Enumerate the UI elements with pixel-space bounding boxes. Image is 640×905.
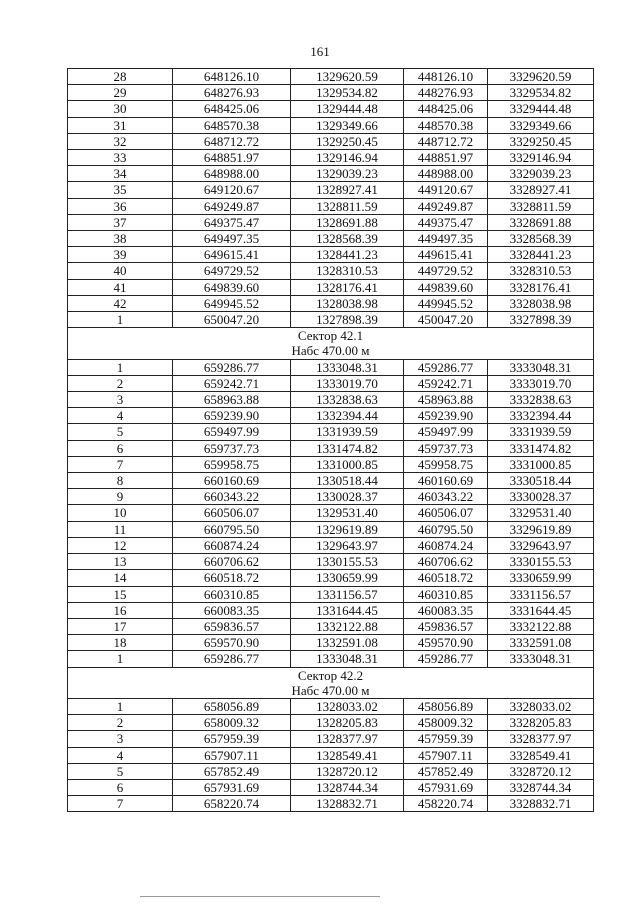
x-coord-alt-cell: 459239.90 bbox=[404, 408, 488, 424]
x-coord-alt-cell: 459958.75 bbox=[404, 456, 488, 472]
table-row bbox=[68, 312, 594, 328]
table-row bbox=[68, 651, 594, 667]
x-coord-alt-cell: 450047.20 bbox=[404, 312, 488, 328]
y-coord-alt-cell: 3329349.66 bbox=[488, 117, 594, 133]
x-coord-cell: 660160.69 bbox=[173, 473, 291, 489]
y-coord-cell: 1330518.44 bbox=[291, 473, 404, 489]
x-coord-alt-cell: 460795.50 bbox=[404, 521, 488, 537]
y-coord-cell: 1329531.40 bbox=[291, 505, 404, 521]
x-coord-alt-cell: 449375.47 bbox=[404, 214, 488, 230]
x-coord-alt-cell: 459242.71 bbox=[404, 375, 488, 391]
point-number-cell: 18 bbox=[68, 635, 173, 651]
x-coord-cell: 660518.72 bbox=[173, 570, 291, 586]
y-coord-alt-cell: 3328038.98 bbox=[488, 295, 594, 311]
y-coord-cell: 1328441.23 bbox=[291, 247, 404, 263]
y-coord-cell: 1332394.44 bbox=[291, 408, 404, 424]
coordinates-table-body bbox=[68, 69, 594, 812]
point-number-cell: 4 bbox=[68, 408, 173, 424]
point-number-cell: 17 bbox=[68, 618, 173, 634]
y-coord-alt-cell: 3329146.94 bbox=[488, 150, 594, 166]
x-coord-alt-cell: 460343.22 bbox=[404, 489, 488, 505]
table-row bbox=[68, 247, 594, 263]
x-coord-cell: 659239.90 bbox=[173, 408, 291, 424]
table-row bbox=[68, 570, 594, 586]
y-coord-cell: 1328744.34 bbox=[291, 779, 404, 795]
table-row bbox=[68, 69, 594, 85]
y-coord-cell: 1332591.08 bbox=[291, 635, 404, 651]
table-row bbox=[68, 375, 594, 391]
x-coord-cell: 658056.89 bbox=[173, 698, 291, 714]
table-row bbox=[68, 505, 594, 521]
y-coord-alt-cell: 3328811.59 bbox=[488, 198, 594, 214]
x-coord-cell: 659737.73 bbox=[173, 440, 291, 456]
y-coord-cell: 1328377.97 bbox=[291, 731, 404, 747]
y-coord-cell: 1329250.45 bbox=[291, 133, 404, 149]
y-coord-alt-cell: 3330518.44 bbox=[488, 473, 594, 489]
point-number-cell: 5 bbox=[68, 763, 173, 779]
point-number-cell: 10 bbox=[68, 505, 173, 521]
x-coord-cell: 658009.32 bbox=[173, 715, 291, 731]
x-coord-alt-cell: 458963.88 bbox=[404, 392, 488, 408]
point-number-cell: 33 bbox=[68, 150, 173, 166]
point-number-cell: 30 bbox=[68, 101, 173, 117]
y-coord-cell: 1330028.37 bbox=[291, 489, 404, 505]
point-number-cell: 37 bbox=[68, 214, 173, 230]
section-header-cell bbox=[68, 328, 594, 359]
table-row bbox=[68, 392, 594, 408]
point-number-cell: 39 bbox=[68, 247, 173, 263]
section-header-cell bbox=[68, 667, 594, 698]
point-number-cell: 1 bbox=[68, 698, 173, 714]
x-coord-alt-cell: 449945.52 bbox=[404, 295, 488, 311]
y-coord-cell: 1328568.39 bbox=[291, 231, 404, 247]
x-coord-cell: 649497.35 bbox=[173, 231, 291, 247]
x-coord-cell: 659497.99 bbox=[173, 424, 291, 440]
table-row bbox=[68, 117, 594, 133]
y-coord-cell: 1331644.45 bbox=[291, 602, 404, 618]
y-coord-alt-cell: 3329619.89 bbox=[488, 521, 594, 537]
y-coord-alt-cell: 3333019.70 bbox=[488, 375, 594, 391]
section-header-row bbox=[68, 328, 594, 359]
y-coord-alt-cell: 3333048.31 bbox=[488, 651, 594, 667]
y-coord-alt-cell: 3328691.88 bbox=[488, 214, 594, 230]
y-coord-alt-cell: 3331939.59 bbox=[488, 424, 594, 440]
table-row bbox=[68, 263, 594, 279]
x-coord-cell: 658220.74 bbox=[173, 796, 291, 812]
table-row bbox=[68, 602, 594, 618]
y-coord-cell: 1328691.88 bbox=[291, 214, 404, 230]
y-coord-cell: 1330155.53 bbox=[291, 554, 404, 570]
point-number-cell: 32 bbox=[68, 133, 173, 149]
table-row bbox=[68, 586, 594, 602]
x-coord-alt-cell: 448988.00 bbox=[404, 166, 488, 182]
y-coord-cell: 1328549.41 bbox=[291, 747, 404, 763]
x-coord-cell: 649375.47 bbox=[173, 214, 291, 230]
point-number-cell: 16 bbox=[68, 602, 173, 618]
x-coord-cell: 658963.88 bbox=[173, 392, 291, 408]
x-coord-cell: 650047.20 bbox=[173, 312, 291, 328]
point-number-cell: 34 bbox=[68, 166, 173, 182]
y-coord-cell: 1328038.98 bbox=[291, 295, 404, 311]
sector-elevation: Набс 470.00 м bbox=[291, 343, 370, 359]
y-coord-alt-cell: 3328377.97 bbox=[488, 731, 594, 747]
table-row bbox=[68, 295, 594, 311]
point-number-cell: 2 bbox=[68, 375, 173, 391]
x-coord-cell: 648570.38 bbox=[173, 117, 291, 133]
table-row bbox=[68, 521, 594, 537]
y-coord-cell: 1331156.57 bbox=[291, 586, 404, 602]
y-coord-cell: 1329619.89 bbox=[291, 521, 404, 537]
y-coord-cell: 1328720.12 bbox=[291, 763, 404, 779]
y-coord-alt-cell: 3328568.39 bbox=[488, 231, 594, 247]
x-coord-alt-cell: 459737.73 bbox=[404, 440, 488, 456]
table-row bbox=[68, 424, 594, 440]
y-coord-cell: 1328927.41 bbox=[291, 182, 404, 198]
x-coord-cell: 649615.41 bbox=[173, 247, 291, 263]
y-coord-alt-cell: 3329620.59 bbox=[488, 69, 594, 85]
x-coord-alt-cell: 460160.69 bbox=[404, 473, 488, 489]
y-coord-cell: 1331000.85 bbox=[291, 456, 404, 472]
point-number-cell: 38 bbox=[68, 231, 173, 247]
point-number-cell: 14 bbox=[68, 570, 173, 586]
y-coord-cell: 1329444.48 bbox=[291, 101, 404, 117]
y-coord-cell: 1331474.82 bbox=[291, 440, 404, 456]
x-coord-alt-cell: 459836.57 bbox=[404, 618, 488, 634]
table-row bbox=[68, 456, 594, 472]
x-coord-cell: 657907.11 bbox=[173, 747, 291, 763]
point-number-cell: 3 bbox=[68, 731, 173, 747]
x-coord-alt-cell: 459286.77 bbox=[404, 359, 488, 375]
y-coord-alt-cell: 3328927.41 bbox=[488, 182, 594, 198]
x-coord-cell: 657931.69 bbox=[173, 779, 291, 795]
point-number-cell: 3 bbox=[68, 392, 173, 408]
x-coord-alt-cell: 460310.85 bbox=[404, 586, 488, 602]
y-coord-alt-cell: 3327898.39 bbox=[488, 312, 594, 328]
table-row bbox=[68, 779, 594, 795]
point-number-cell: 28 bbox=[68, 69, 173, 85]
point-number-cell: 36 bbox=[68, 198, 173, 214]
y-coord-alt-cell: 3329444.48 bbox=[488, 101, 594, 117]
y-coord-alt-cell: 3333048.31 bbox=[488, 359, 594, 375]
y-coord-cell: 1329039.23 bbox=[291, 166, 404, 182]
x-coord-alt-cell: 449497.35 bbox=[404, 231, 488, 247]
sector-title: Сектор 42.2 bbox=[297, 667, 364, 683]
x-coord-cell: 648425.06 bbox=[173, 101, 291, 117]
x-coord-cell: 659286.77 bbox=[173, 651, 291, 667]
section-header-row bbox=[68, 667, 594, 698]
x-coord-alt-cell: 460706.62 bbox=[404, 554, 488, 570]
y-coord-alt-cell: 3330155.53 bbox=[488, 554, 594, 570]
table-row bbox=[68, 182, 594, 198]
y-coord-alt-cell: 3332591.08 bbox=[488, 635, 594, 651]
x-coord-alt-cell: 448851.97 bbox=[404, 150, 488, 166]
point-number-cell: 42 bbox=[68, 295, 173, 311]
x-coord-alt-cell: 448276.93 bbox=[404, 85, 488, 101]
x-coord-alt-cell: 460083.35 bbox=[404, 602, 488, 618]
point-number-cell: 31 bbox=[68, 117, 173, 133]
x-coord-cell: 648712.72 bbox=[173, 133, 291, 149]
x-coord-cell: 660795.50 bbox=[173, 521, 291, 537]
y-coord-alt-cell: 3328549.41 bbox=[488, 747, 594, 763]
sector-title: Сектор 42.1 bbox=[297, 328, 364, 344]
point-number-cell: 13 bbox=[68, 554, 173, 570]
x-coord-cell: 659242.71 bbox=[173, 375, 291, 391]
x-coord-alt-cell: 458056.89 bbox=[404, 698, 488, 714]
x-coord-alt-cell: 449839.60 bbox=[404, 279, 488, 295]
y-coord-cell: 1328310.53 bbox=[291, 263, 404, 279]
x-coord-cell: 649120.67 bbox=[173, 182, 291, 198]
point-number-cell: 6 bbox=[68, 779, 173, 795]
table-row bbox=[68, 473, 594, 489]
y-coord-alt-cell: 3329643.97 bbox=[488, 537, 594, 553]
x-coord-cell: 659836.57 bbox=[173, 618, 291, 634]
table-row bbox=[68, 150, 594, 166]
table-row bbox=[68, 537, 594, 553]
y-coord-cell: 1328033.02 bbox=[291, 698, 404, 714]
point-number-cell: 12 bbox=[68, 537, 173, 553]
y-coord-alt-cell: 3329531.40 bbox=[488, 505, 594, 521]
y-coord-alt-cell: 3332838.63 bbox=[488, 392, 594, 408]
point-number-cell: 4 bbox=[68, 747, 173, 763]
x-coord-alt-cell: 457907.11 bbox=[404, 747, 488, 763]
table-row bbox=[68, 440, 594, 456]
x-coord-alt-cell: 449615.41 bbox=[404, 247, 488, 263]
x-coord-cell: 657959.39 bbox=[173, 731, 291, 747]
x-coord-cell: 659570.90 bbox=[173, 635, 291, 651]
table-row bbox=[68, 731, 594, 747]
x-coord-alt-cell: 448425.06 bbox=[404, 101, 488, 117]
y-coord-cell: 1329643.97 bbox=[291, 537, 404, 553]
x-coord-cell: 648988.00 bbox=[173, 166, 291, 182]
sector-elevation: Набс 470.00 м bbox=[291, 682, 370, 698]
y-coord-cell: 1332838.63 bbox=[291, 392, 404, 408]
point-number-cell: 6 bbox=[68, 440, 173, 456]
y-coord-cell: 1329146.94 bbox=[291, 150, 404, 166]
y-coord-alt-cell: 3331156.57 bbox=[488, 586, 594, 602]
point-number-cell: 5 bbox=[68, 424, 173, 440]
x-coord-alt-cell: 460518.72 bbox=[404, 570, 488, 586]
x-coord-cell: 648126.10 bbox=[173, 69, 291, 85]
y-coord-alt-cell: 3328033.02 bbox=[488, 698, 594, 714]
bottom-rule bbox=[140, 896, 380, 897]
y-coord-alt-cell: 3331474.82 bbox=[488, 440, 594, 456]
point-number-cell: 29 bbox=[68, 85, 173, 101]
point-number-cell: 1 bbox=[68, 359, 173, 375]
x-coord-cell: 660083.35 bbox=[173, 602, 291, 618]
point-number-cell: 7 bbox=[68, 796, 173, 812]
x-coord-cell: 660310.85 bbox=[173, 586, 291, 602]
x-coord-alt-cell: 448712.72 bbox=[404, 133, 488, 149]
table-row bbox=[68, 359, 594, 375]
point-number-cell: 2 bbox=[68, 715, 173, 731]
x-coord-alt-cell: 459570.90 bbox=[404, 635, 488, 651]
y-coord-alt-cell: 3329039.23 bbox=[488, 166, 594, 182]
x-coord-cell: 657852.49 bbox=[173, 763, 291, 779]
x-coord-cell: 659286.77 bbox=[173, 359, 291, 375]
x-coord-alt-cell: 449729.52 bbox=[404, 263, 488, 279]
y-coord-alt-cell: 3329534.82 bbox=[488, 85, 594, 101]
y-coord-cell: 1327898.39 bbox=[291, 312, 404, 328]
y-coord-alt-cell: 3332122.88 bbox=[488, 618, 594, 634]
x-coord-alt-cell: 449120.67 bbox=[404, 182, 488, 198]
x-coord-cell: 660874.24 bbox=[173, 537, 291, 553]
x-coord-cell: 659958.75 bbox=[173, 456, 291, 472]
point-number-cell: 41 bbox=[68, 279, 173, 295]
table-row bbox=[68, 85, 594, 101]
page-number: 161 bbox=[310, 44, 330, 59]
y-coord-alt-cell: 3328720.12 bbox=[488, 763, 594, 779]
table-row bbox=[68, 747, 594, 763]
x-coord-alt-cell: 458220.74 bbox=[404, 796, 488, 812]
x-coord-cell: 649729.52 bbox=[173, 263, 291, 279]
y-coord-cell: 1332122.88 bbox=[291, 618, 404, 634]
y-coord-cell: 1329620.59 bbox=[291, 69, 404, 85]
point-number-cell: 15 bbox=[68, 586, 173, 602]
y-coord-alt-cell: 3328441.23 bbox=[488, 247, 594, 263]
point-number-cell: 40 bbox=[68, 263, 173, 279]
x-coord-cell: 649249.87 bbox=[173, 198, 291, 214]
y-coord-alt-cell: 3328176.41 bbox=[488, 279, 594, 295]
table-row bbox=[68, 279, 594, 295]
x-coord-alt-cell: 459286.77 bbox=[404, 651, 488, 667]
table-row bbox=[68, 214, 594, 230]
point-number-cell: 8 bbox=[68, 473, 173, 489]
point-number-cell: 9 bbox=[68, 489, 173, 505]
y-coord-alt-cell: 3328205.83 bbox=[488, 715, 594, 731]
y-coord-cell: 1333019.70 bbox=[291, 375, 404, 391]
y-coord-alt-cell: 3331000.85 bbox=[488, 456, 594, 472]
table-row bbox=[68, 763, 594, 779]
table-row bbox=[68, 133, 594, 149]
point-number-cell: 11 bbox=[68, 521, 173, 537]
x-coord-alt-cell: 457931.69 bbox=[404, 779, 488, 795]
y-coord-cell: 1328832.71 bbox=[291, 796, 404, 812]
y-coord-cell: 1333048.31 bbox=[291, 651, 404, 667]
x-coord-alt-cell: 448570.38 bbox=[404, 117, 488, 133]
table-row bbox=[68, 796, 594, 812]
y-coord-alt-cell: 3330028.37 bbox=[488, 489, 594, 505]
table-row bbox=[68, 166, 594, 182]
point-number-cell: 35 bbox=[68, 182, 173, 198]
x-coord-alt-cell: 457959.39 bbox=[404, 731, 488, 747]
y-coord-alt-cell: 3330659.99 bbox=[488, 570, 594, 586]
table-row bbox=[68, 408, 594, 424]
y-coord-cell: 1330659.99 bbox=[291, 570, 404, 586]
x-coord-cell: 660706.62 bbox=[173, 554, 291, 570]
x-coord-cell: 660343.22 bbox=[173, 489, 291, 505]
y-coord-cell: 1333048.31 bbox=[291, 359, 404, 375]
y-coord-cell: 1329349.66 bbox=[291, 117, 404, 133]
point-number-cell: 1 bbox=[68, 651, 173, 667]
x-coord-alt-cell: 448126.10 bbox=[404, 69, 488, 85]
y-coord-cell: 1329534.82 bbox=[291, 85, 404, 101]
x-coord-alt-cell: 460874.24 bbox=[404, 537, 488, 553]
x-coord-cell: 660506.07 bbox=[173, 505, 291, 521]
x-coord-alt-cell: 459497.99 bbox=[404, 424, 488, 440]
table-row bbox=[68, 231, 594, 247]
y-coord-alt-cell: 3328832.71 bbox=[488, 796, 594, 812]
x-coord-cell: 649839.60 bbox=[173, 279, 291, 295]
y-coord-alt-cell: 3328744.34 bbox=[488, 779, 594, 795]
y-coord-cell: 1331939.59 bbox=[291, 424, 404, 440]
table-row bbox=[68, 618, 594, 634]
table-row bbox=[68, 101, 594, 117]
y-coord-cell: 1328205.83 bbox=[291, 715, 404, 731]
x-coord-alt-cell: 460506.07 bbox=[404, 505, 488, 521]
table-row bbox=[68, 715, 594, 731]
table-row bbox=[68, 489, 594, 505]
y-coord-alt-cell: 3332394.44 bbox=[488, 408, 594, 424]
point-number-cell: 1 bbox=[68, 312, 173, 328]
x-coord-cell: 649945.52 bbox=[173, 295, 291, 311]
y-coord-alt-cell: 3331644.45 bbox=[488, 602, 594, 618]
x-coord-alt-cell: 457852.49 bbox=[404, 763, 488, 779]
x-coord-cell: 648276.93 bbox=[173, 85, 291, 101]
point-number-cell: 7 bbox=[68, 456, 173, 472]
table-row bbox=[68, 554, 594, 570]
table-row bbox=[68, 698, 594, 714]
y-coord-cell: 1328811.59 bbox=[291, 198, 404, 214]
y-coord-cell: 1328176.41 bbox=[291, 279, 404, 295]
x-coord-alt-cell: 458009.32 bbox=[404, 715, 488, 731]
y-coord-alt-cell: 3329250.45 bbox=[488, 133, 594, 149]
x-coord-alt-cell: 449249.87 bbox=[404, 198, 488, 214]
table-row bbox=[68, 198, 594, 214]
table-row bbox=[68, 635, 594, 651]
coordinates-table bbox=[67, 68, 594, 812]
y-coord-alt-cell: 3328310.53 bbox=[488, 263, 594, 279]
x-coord-cell: 648851.97 bbox=[173, 150, 291, 166]
